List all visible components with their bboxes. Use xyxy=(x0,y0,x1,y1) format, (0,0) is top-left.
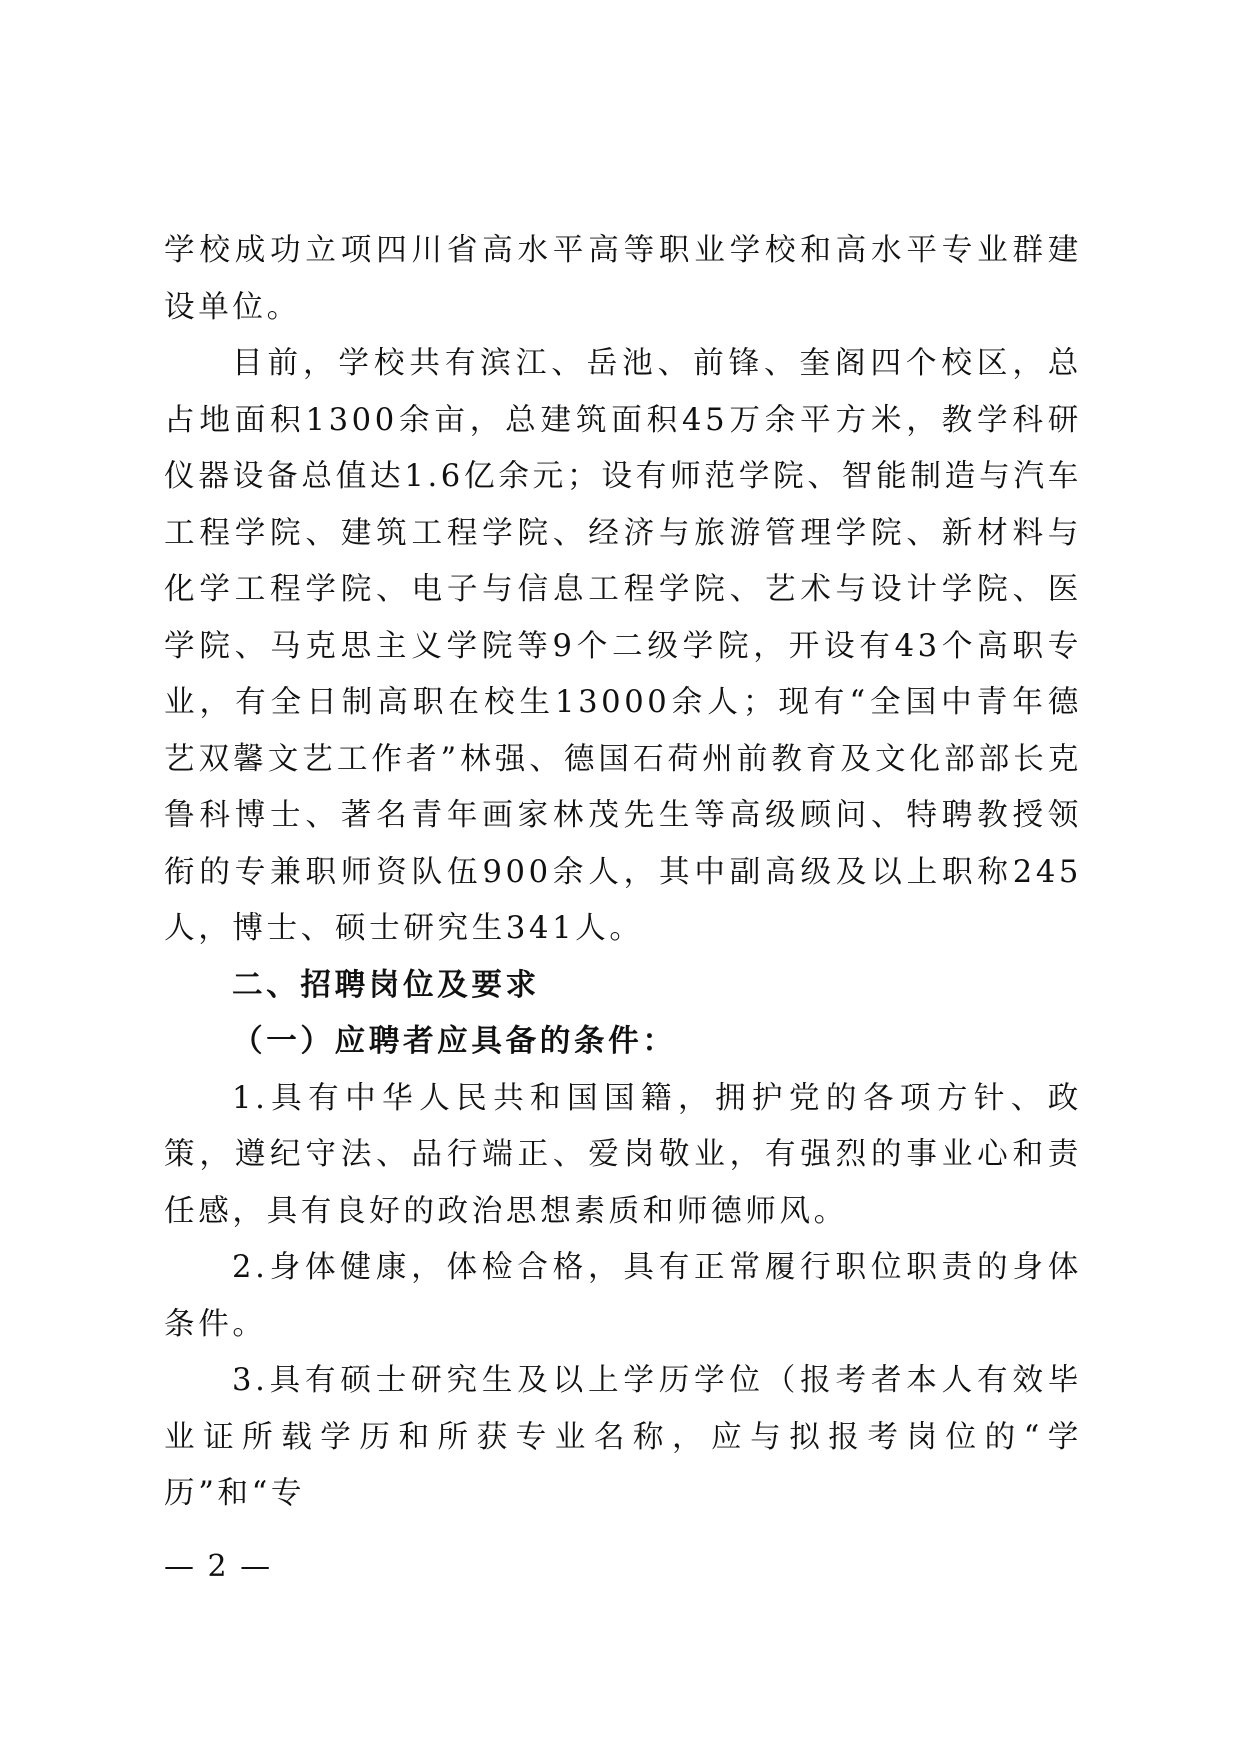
subsection-heading: （一）应聘者应具备的条件： xyxy=(232,1024,677,1059)
section-heading: 二、招聘岗位及要求 xyxy=(232,967,540,1003)
document-body xyxy=(164,223,1082,1523)
requirement-item-1: 1.具有中华人民共和国国籍，拥护党的各项方针、政策，遵纪守法、品行端正、爱岗敬业，有强烈的事业心和责任感，具有良好的政治思想素质和师德师风。 xyxy=(164,1080,1082,1229)
intro-paragraph-continuation: 学校成功立项四川省高水平高等职业学校和高水平专业群建设单位。 xyxy=(164,233,1082,325)
page-number: — 2 — xyxy=(164,1549,273,1584)
requirement-item-2: 2.身体健康，体检合格，具有正常履行职位职责的身体条件。 xyxy=(164,1250,1082,1342)
campus-overview-paragraph: 目前，学校共有滨江、岳池、前锋、奎阁四个校区，总占地面积1300余亩，总建筑面积45万余平方米，教学科研仪器设备总值达1.6亿余元；设有师范学院、智能制造与汽车工程学院、建筑工程学院、经济与旅游管理学院、新材料与化学工程学院、电子与信息工程学院、艺术与设计学院、医学院、马克思主义学院等9个二级学院，开设有43个高职专业，有全日制高职在校生13000余人；现有“全国中青年德艺双馨文艺工作者”林强、德国石荷州前教育及文化部部长克鲁科博士、著名青年画家林茂先生等高级顾问、特聘教授领衔的专兼职师资队伍900余人，其中副高级及以上职称245人，博士、硕士研究生341人。 xyxy=(164,346,1082,946)
requirement-item-3: 3.具有硕士研究生及以上学历学位（报考者本人有效毕业证所载学历和所获专业名称，应与拟报考岗位的“学历”和“专 xyxy=(164,1363,1082,1511)
